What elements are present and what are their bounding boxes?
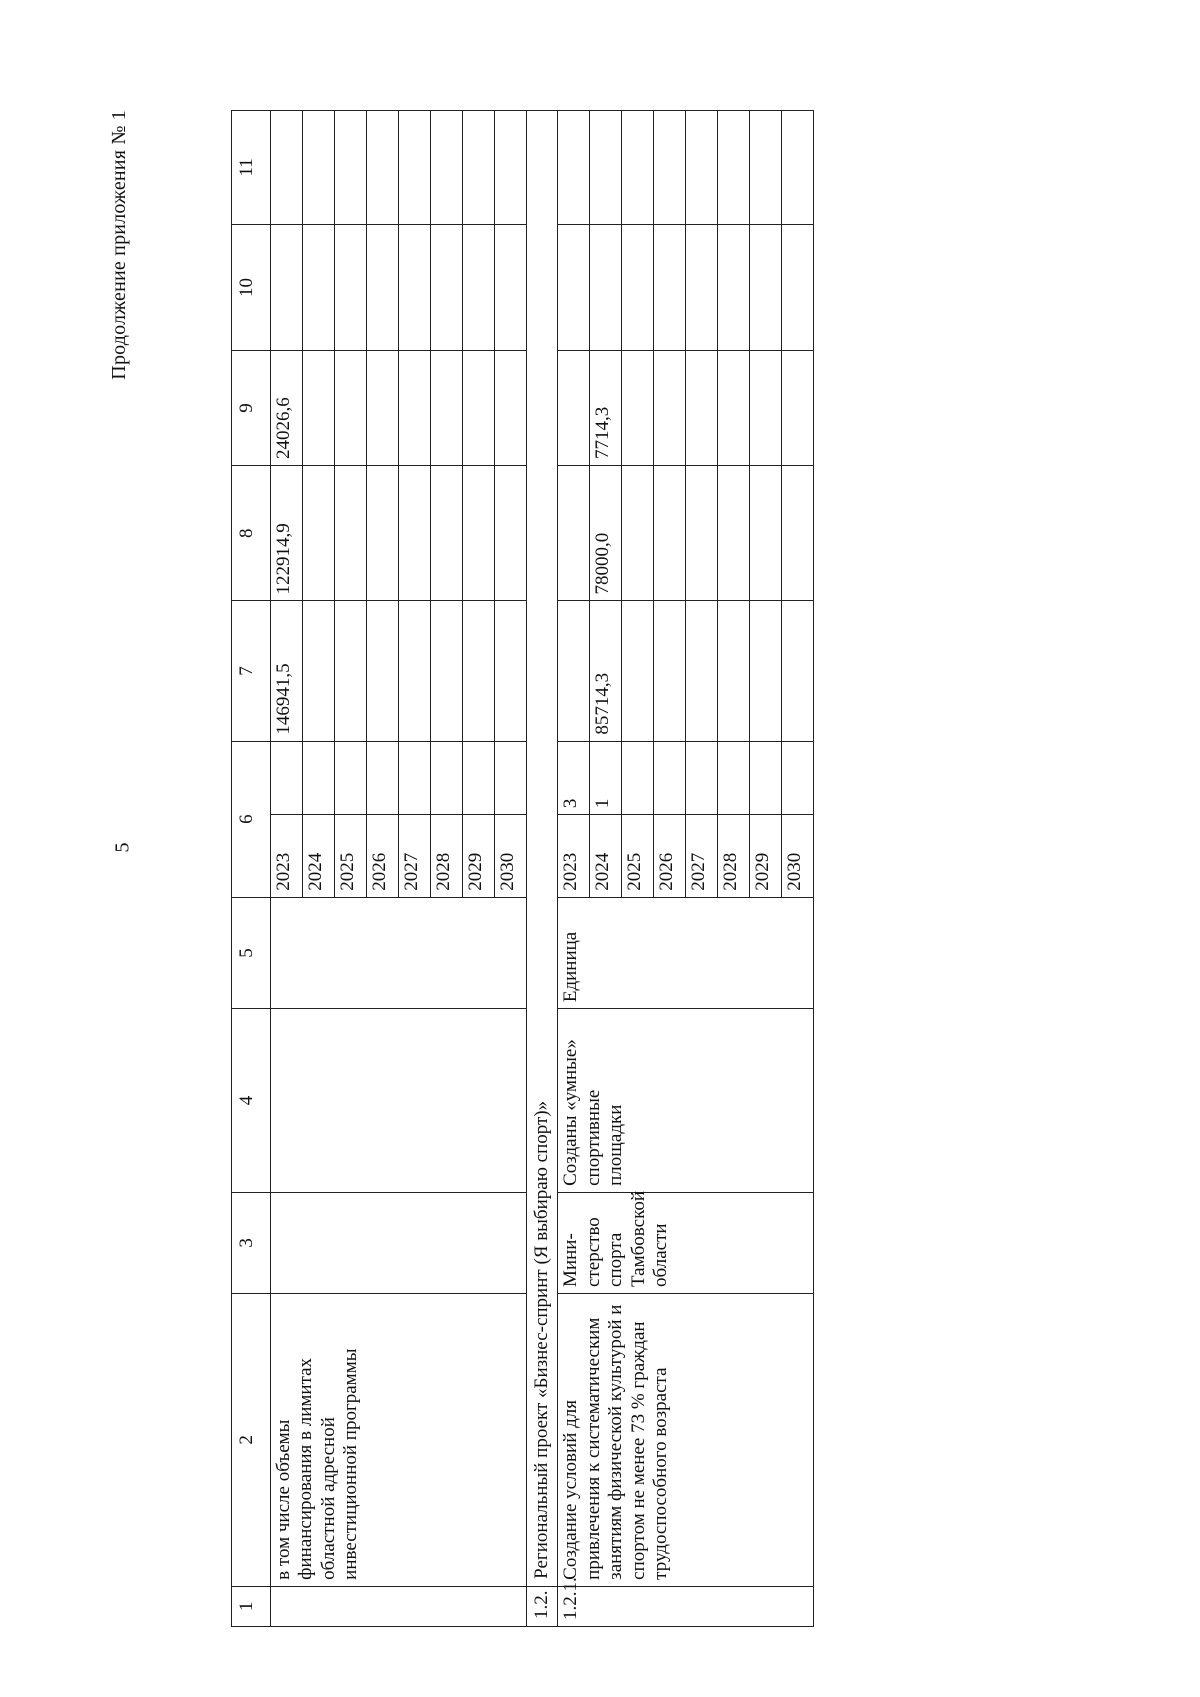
value-cell-c7 — [686, 601, 718, 741]
value-cell-c9 — [303, 351, 335, 466]
value-cell-c8 — [686, 465, 718, 601]
column-number: 6 — [232, 741, 271, 897]
value-cell-c10 — [399, 224, 431, 350]
value-cell-c10 — [750, 224, 782, 350]
value-cell-c11 — [782, 111, 814, 225]
description-cell: в том числе объемы финансирования в лимитах областной адресной инвестиционной программы — [271, 1293, 527, 1586]
section-row — [527, 111, 558, 1627]
value-cell-c10 — [463, 224, 495, 350]
value-cell-c11 — [303, 111, 335, 225]
year-cell: 2029 — [463, 815, 495, 898]
column-number: 9 — [232, 351, 271, 466]
column-number: 3 — [232, 1192, 271, 1293]
year-cell: 2025 — [335, 815, 367, 898]
section-number: 1.2. — [527, 1586, 558, 1626]
value-cell-c11 — [335, 111, 367, 225]
value-cell-c7 — [718, 601, 750, 741]
page-number: 5 — [111, 842, 134, 853]
year-row — [558, 111, 590, 1627]
page-heading: Продолжение приложения № 1 — [108, 110, 130, 380]
value-cell-c11 — [271, 111, 303, 225]
value-cell-c11 — [399, 111, 431, 225]
value-cell-c8 — [782, 465, 814, 601]
indicator-cell: Созданы «умные» спортивные площадки — [558, 1009, 814, 1193]
value-cell-c6 — [686, 741, 718, 815]
value-cell-c7 — [431, 601, 463, 741]
value-cell-c9 — [367, 351, 399, 466]
value-cell-c7 — [399, 601, 431, 741]
unit-cell — [271, 897, 527, 1008]
value-cell-c7 — [782, 601, 814, 741]
value-cell-c10 — [686, 224, 718, 350]
item-number-cell: 1.2.1. — [558, 1586, 814, 1626]
year-cell: 2028 — [431, 815, 463, 898]
value-cell-c9 — [782, 351, 814, 466]
value-cell-c11 — [718, 111, 750, 225]
value-cell-c8 — [654, 465, 686, 601]
value-cell-c7 — [367, 601, 399, 741]
value-cell-c9 — [399, 351, 431, 466]
value-cell-c10 — [335, 224, 367, 350]
year-row — [271, 111, 303, 1627]
year-cell: 2025 — [622, 815, 654, 898]
value-cell-c6 — [718, 741, 750, 815]
value-cell-c7 — [750, 601, 782, 741]
value-cell-c9 — [495, 351, 527, 466]
value-cell-c6 — [431, 741, 463, 815]
value-cell-c7 — [335, 601, 367, 741]
value-cell-c7 — [463, 601, 495, 741]
value-cell-c10 — [654, 224, 686, 350]
description-cell: Создание условий для привлечения к систематическим занятиям физической культурой и спортом не менее 73 % граждан трудоспособного возраста — [558, 1293, 814, 1586]
value-cell-c9 — [431, 351, 463, 466]
value-cell-c7 — [622, 601, 654, 741]
value-cell-c6 — [622, 741, 654, 815]
value-cell-c11 — [495, 111, 527, 225]
value-cell-c8 — [431, 465, 463, 601]
column-number: 1 — [232, 1586, 271, 1626]
value-cell-c6 — [463, 741, 495, 815]
column-number: 5 — [232, 897, 271, 1008]
value-cell-c7: 146941,5 — [271, 601, 303, 741]
column-number: 2 — [232, 1293, 271, 1586]
value-cell-c11 — [686, 111, 718, 225]
column-number: 4 — [232, 1009, 271, 1193]
value-cell-c6: 3 — [558, 741, 590, 815]
section-title: Региональный проект «Бизнес-спринт (Я выбираю спорт)» — [527, 111, 558, 1587]
value-cell-c8: 78000,0 — [590, 465, 622, 601]
value-cell-c7: 85714,3 — [590, 601, 622, 741]
value-cell-c10 — [622, 224, 654, 350]
year-cell: 2030 — [782, 815, 814, 898]
value-cell-c10 — [367, 224, 399, 350]
value-cell-c11 — [750, 111, 782, 225]
value-cell-c6 — [782, 741, 814, 815]
value-cell-c9 — [622, 351, 654, 466]
value-cell-c8 — [463, 465, 495, 601]
year-cell: 2023 — [271, 815, 303, 898]
value-cell-c6 — [654, 741, 686, 815]
value-cell-c9 — [335, 351, 367, 466]
value-cell-c8 — [399, 465, 431, 601]
year-cell: 2023 — [558, 815, 590, 898]
value-cell-c8: 122914,9 — [271, 465, 303, 601]
value-cell-c9 — [558, 351, 590, 466]
value-cell-c11 — [463, 111, 495, 225]
year-cell: 2026 — [654, 815, 686, 898]
value-cell-c6 — [367, 741, 399, 815]
value-cell-c11 — [558, 111, 590, 225]
indicator-cell — [271, 1009, 527, 1193]
column-number: 10 — [232, 224, 271, 350]
value-cell-c10 — [303, 224, 335, 350]
value-cell-c8 — [367, 465, 399, 601]
value-cell-c9: 7714,3 — [590, 351, 622, 466]
value-cell-c6 — [271, 741, 303, 815]
year-cell: 2027 — [399, 815, 431, 898]
rotated-page-content — [108, 110, 1008, 1627]
value-cell-c7 — [654, 601, 686, 741]
value-cell-c6 — [335, 741, 367, 815]
value-cell-c6: 1 — [590, 741, 622, 815]
year-cell: 2027 — [686, 815, 718, 898]
value-cell-c8 — [622, 465, 654, 601]
executor-cell: Мини-стерство спорта Тамбовской области — [558, 1192, 814, 1293]
item-number-cell — [271, 1586, 527, 1626]
value-cell-c9 — [750, 351, 782, 466]
column-number: 8 — [232, 465, 271, 601]
year-cell: 2024 — [303, 815, 335, 898]
value-cell-c7 — [303, 601, 335, 741]
column-number-row — [232, 111, 271, 1627]
value-cell-c6 — [750, 741, 782, 815]
value-cell-c10 — [431, 224, 463, 350]
value-cell-c10 — [558, 224, 590, 350]
column-number: 11 — [232, 111, 271, 225]
value-cell-c8 — [750, 465, 782, 601]
year-cell: 2028 — [718, 815, 750, 898]
value-cell-c7 — [495, 601, 527, 741]
value-cell-c6 — [303, 741, 335, 815]
value-cell-c7 — [558, 601, 590, 741]
value-cell-c9 — [718, 351, 750, 466]
column-number: 7 — [232, 601, 271, 741]
value-cell-c11 — [622, 111, 654, 225]
value-cell-c9 — [654, 351, 686, 466]
value-cell-c10 — [782, 224, 814, 350]
value-cell-c8 — [558, 465, 590, 601]
value-cell-c11 — [590, 111, 622, 225]
value-cell-c8 — [335, 465, 367, 601]
unit-cell: Единица — [558, 897, 814, 1008]
value-cell-c11 — [431, 111, 463, 225]
value-cell-c11 — [654, 111, 686, 225]
value-cell-c10 — [271, 224, 303, 350]
value-cell-c6 — [495, 741, 527, 815]
value-cell-c10 — [718, 224, 750, 350]
executor-cell — [271, 1192, 527, 1293]
value-cell-c9: 24026,6 — [271, 351, 303, 466]
value-cell-c6 — [399, 741, 431, 815]
block-smart-sports-grounds — [558, 111, 814, 1627]
year-cell: 2030 — [495, 815, 527, 898]
value-cell-c8 — [303, 465, 335, 601]
financing-table — [231, 110, 814, 1627]
value-cell-c10 — [495, 224, 527, 350]
value-cell-c8 — [718, 465, 750, 601]
value-cell-c9 — [463, 351, 495, 466]
value-cell-c10 — [590, 224, 622, 350]
year-cell: 2024 — [590, 815, 622, 898]
year-cell: 2026 — [367, 815, 399, 898]
year-cell: 2029 — [750, 815, 782, 898]
value-cell-c8 — [495, 465, 527, 601]
value-cell-c11 — [367, 111, 399, 225]
value-cell-c9 — [686, 351, 718, 466]
block-investment-program — [271, 111, 527, 1627]
